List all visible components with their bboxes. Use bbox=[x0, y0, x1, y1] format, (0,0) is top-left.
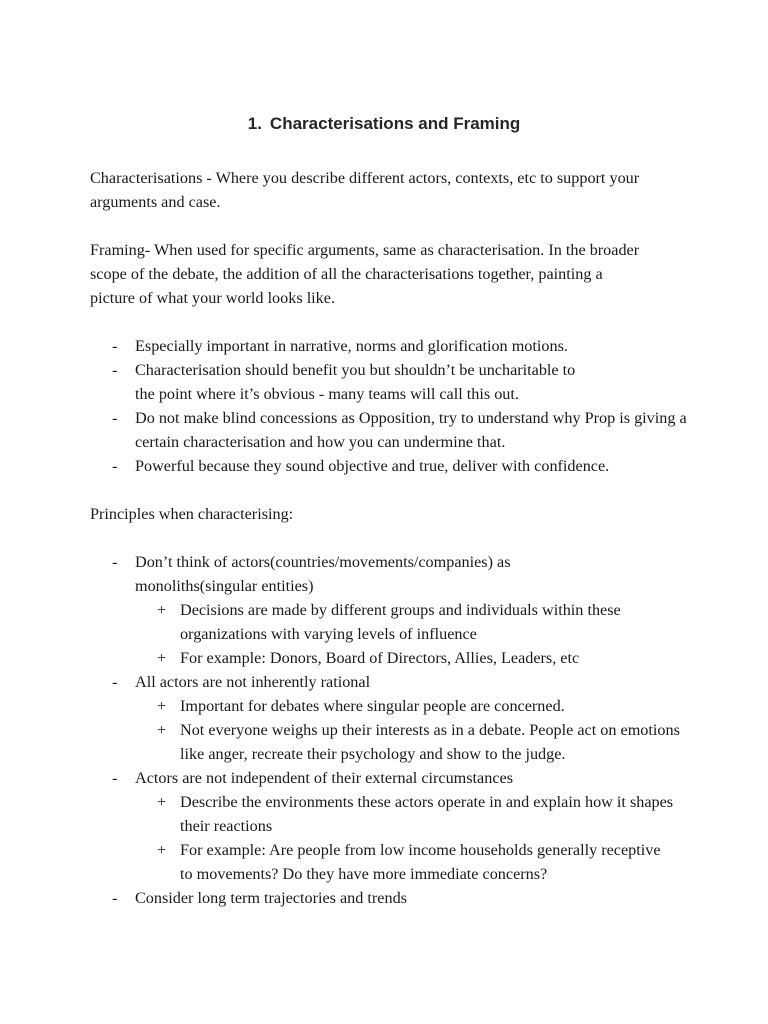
list-item bbox=[90, 886, 690, 910]
sub-list bbox=[135, 694, 690, 766]
sub-list-item bbox=[135, 718, 690, 766]
list-item-text: Don’t think of actors(countries/movements/companies) as monoliths(singular entities) bbox=[135, 553, 511, 595]
dash-marker: - bbox=[112, 457, 118, 475]
sub-list-item-text: For example: Are people from low income households generally receptive to movements? Do they have more immediate concerns? bbox=[180, 841, 661, 883]
sub-list-item bbox=[135, 790, 690, 838]
sub-list bbox=[135, 598, 690, 670]
dash-marker: - bbox=[112, 769, 118, 787]
section-heading bbox=[0, 113, 768, 135]
section-number: 1. bbox=[247, 114, 262, 133]
list-item-text: Especially important in narrative, norms and glorification motions. bbox=[135, 337, 568, 355]
plus-marker: + bbox=[157, 649, 167, 667]
sub-list-item bbox=[135, 838, 690, 886]
list-item bbox=[90, 454, 690, 478]
principles-intro: Principles when characterising: bbox=[90, 505, 294, 523]
list-item-text: Actors are not independent of their external circumstances bbox=[135, 769, 514, 787]
dash-marker: - bbox=[112, 337, 118, 355]
list-item-text: All actors are not inherently rational bbox=[135, 673, 371, 691]
list-item bbox=[90, 358, 690, 406]
list-item bbox=[90, 550, 690, 670]
dash-marker: - bbox=[112, 409, 118, 427]
sub-list-item-text: Decisions are made by different groups and individuals within these organizations with varying levels of influence bbox=[180, 601, 621, 643]
plus-marker: + bbox=[157, 841, 167, 859]
sub-list-item-text: Describe the environments these actors operate in and explain how it shapes their reactions bbox=[180, 793, 674, 835]
list-item bbox=[90, 406, 690, 454]
framing-definition: Framing- When used for specific arguments, same as characterisation. In the broader scope of the debate, the addition of all the characterisations together, painting a picture of what your world looks like. bbox=[90, 241, 640, 307]
dash-marker: - bbox=[112, 553, 118, 571]
sub-list bbox=[135, 790, 690, 886]
list-item-text: Do not make blind concessions as Opposition, try to understand why Prop is giving a certain characterisation and how you can undermine that. bbox=[135, 409, 687, 451]
section-title: Characterisations and Framing bbox=[269, 114, 521, 133]
dash-marker: - bbox=[112, 673, 118, 691]
plus-marker: + bbox=[157, 793, 167, 811]
plus-marker: + bbox=[157, 697, 167, 715]
dash-marker: - bbox=[112, 889, 118, 907]
sub-list-item-text: Not everyone weighs up their interests as in a debate. People act on emotions like anger, recreate their psychology and show to the judge. bbox=[180, 721, 680, 763]
dash-marker: - bbox=[112, 361, 118, 379]
characterisations-definition: Characterisations - Where you describe different actors, contexts, etc to support your arguments and case. bbox=[90, 169, 640, 211]
list-item-text: Powerful because they sound objective and true, deliver with confidence. bbox=[135, 457, 610, 475]
list-item-text: Consider long term trajectories and trends bbox=[135, 889, 407, 907]
principles-list bbox=[90, 550, 690, 910]
sub-list-item bbox=[135, 598, 690, 646]
list-item bbox=[90, 334, 690, 358]
list-item bbox=[90, 670, 690, 766]
plus-marker: + bbox=[157, 601, 167, 619]
framing-bullet-list bbox=[90, 334, 690, 478]
plus-marker: + bbox=[157, 721, 167, 739]
list-item bbox=[90, 766, 690, 886]
list-item-text: Characterisation should benefit you but shouldn’t be uncharitable to the point where it’s obvious - many teams will call this out. bbox=[135, 361, 576, 403]
sub-list-item bbox=[135, 646, 690, 670]
sub-list-item-text: Important for debates where singular people are concerned. bbox=[180, 697, 565, 715]
sub-list-item-text: For example: Donors, Board of Directors, Allies, Leaders, etc bbox=[180, 649, 580, 667]
sub-list-item bbox=[135, 694, 690, 718]
